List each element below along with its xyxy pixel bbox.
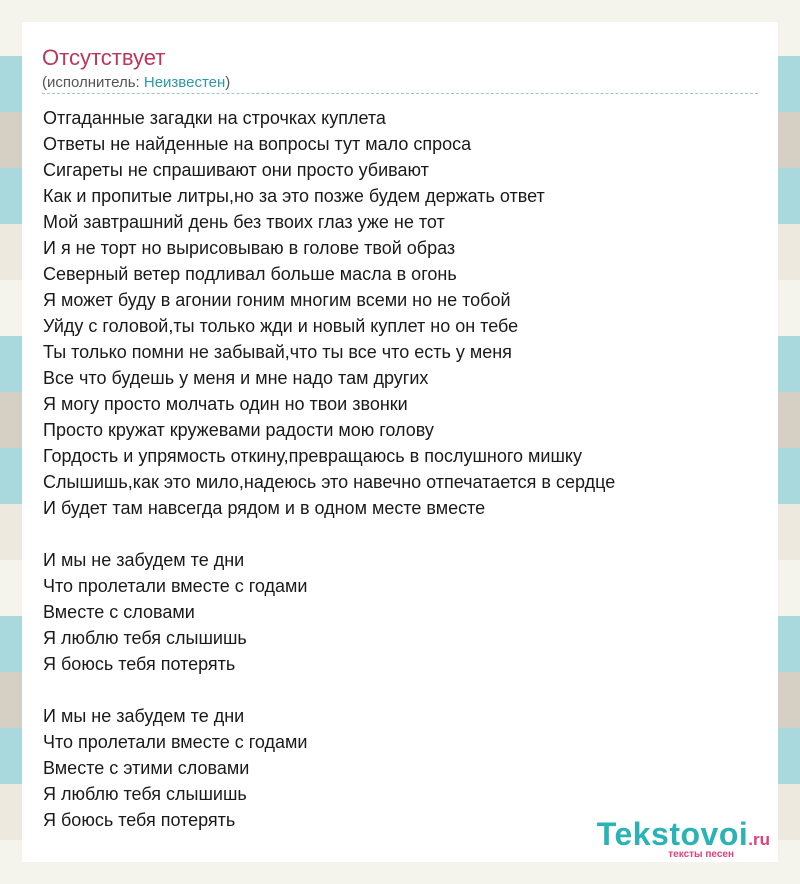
lyric-line: Я боюсь тебя потерять (43, 810, 236, 830)
lyric-line: Ответы не найденные на вопросы тут мало спроса (43, 134, 472, 154)
artist-suffix: ) (225, 74, 231, 91)
artist-line (42, 73, 230, 93)
lyric-line: Я боюсь тебя потерять (43, 654, 236, 674)
lyrics-stanza (43, 547, 763, 677)
lyric-line: Вместе с словами (43, 602, 195, 622)
logo-main-text: Tekstovoi (596, 816, 749, 852)
lyric-line: Все что будешь у меня и мне надо там других (43, 368, 429, 388)
lyrics-card (22, 22, 778, 862)
lyric-line: Я могу просто молчать один но твои звонки (43, 394, 408, 414)
lyric-line: Слышишь,как это мило,надеюсь это навечно отпечатается в сердце (43, 472, 616, 492)
lyric-line: И мы не забудем те дни (43, 706, 245, 726)
lyric-line: Что пролетали вместе с годами (43, 576, 308, 596)
lyric-line: Северный ветер подливал больше масла в огонь (43, 264, 457, 284)
lyrics-body (43, 105, 763, 859)
lyric-line: Как и пропитые литры,но за это позже будем держать ответ (43, 186, 545, 206)
artist-link[interactable]: Неизвестен (143, 74, 226, 91)
lyric-line: Просто кружат кружевами радости мою голову (43, 420, 434, 440)
site-logo[interactable] (597, 817, 770, 860)
lyric-line: И мы не забудем те дни (43, 550, 245, 570)
lyric-line: Я люблю тебя слышишь (43, 784, 247, 804)
lyric-line: Я люблю тебя слышишь (43, 628, 247, 648)
song-title: Отсутствует (42, 45, 166, 70)
lyric-line: Сигареты не спрашивают они просто убивают (43, 160, 429, 180)
lyric-line: И я не торт но вырисовываю в голове твой образ (43, 238, 456, 258)
logo-tagline: тексты песен (668, 849, 734, 860)
lyric-line: И будет там навсегда рядом и в одном месте вместе (43, 498, 486, 518)
lyric-line: Уйду с головой,ты только жди и новый куплет но он тебе (43, 316, 519, 336)
artist-prefix: (исполнитель: (42, 74, 144, 91)
lyric-line: Что пролетали вместе с годами (43, 732, 308, 752)
lyric-line: Отгаданные загадки на строчках куплета (43, 108, 386, 128)
logo-suffix: .ru (748, 830, 770, 849)
header-divider (42, 93, 758, 94)
lyric-line: Гордость и упрямость откину,превращаюсь в послушного мишку (43, 446, 582, 466)
lyric-line: Мой завтрашний день без твоих глаз уже не тот (43, 212, 445, 232)
lyric-line: Вместе с этими словами (43, 758, 250, 778)
lyrics-stanza (43, 105, 763, 521)
lyric-line: Ты только помни не забывай,что ты все что есть у меня (43, 342, 512, 362)
lyrics-stanza (43, 703, 763, 833)
lyric-line: Я может буду в агонии гоним многим всеми но не тобой (43, 290, 511, 310)
